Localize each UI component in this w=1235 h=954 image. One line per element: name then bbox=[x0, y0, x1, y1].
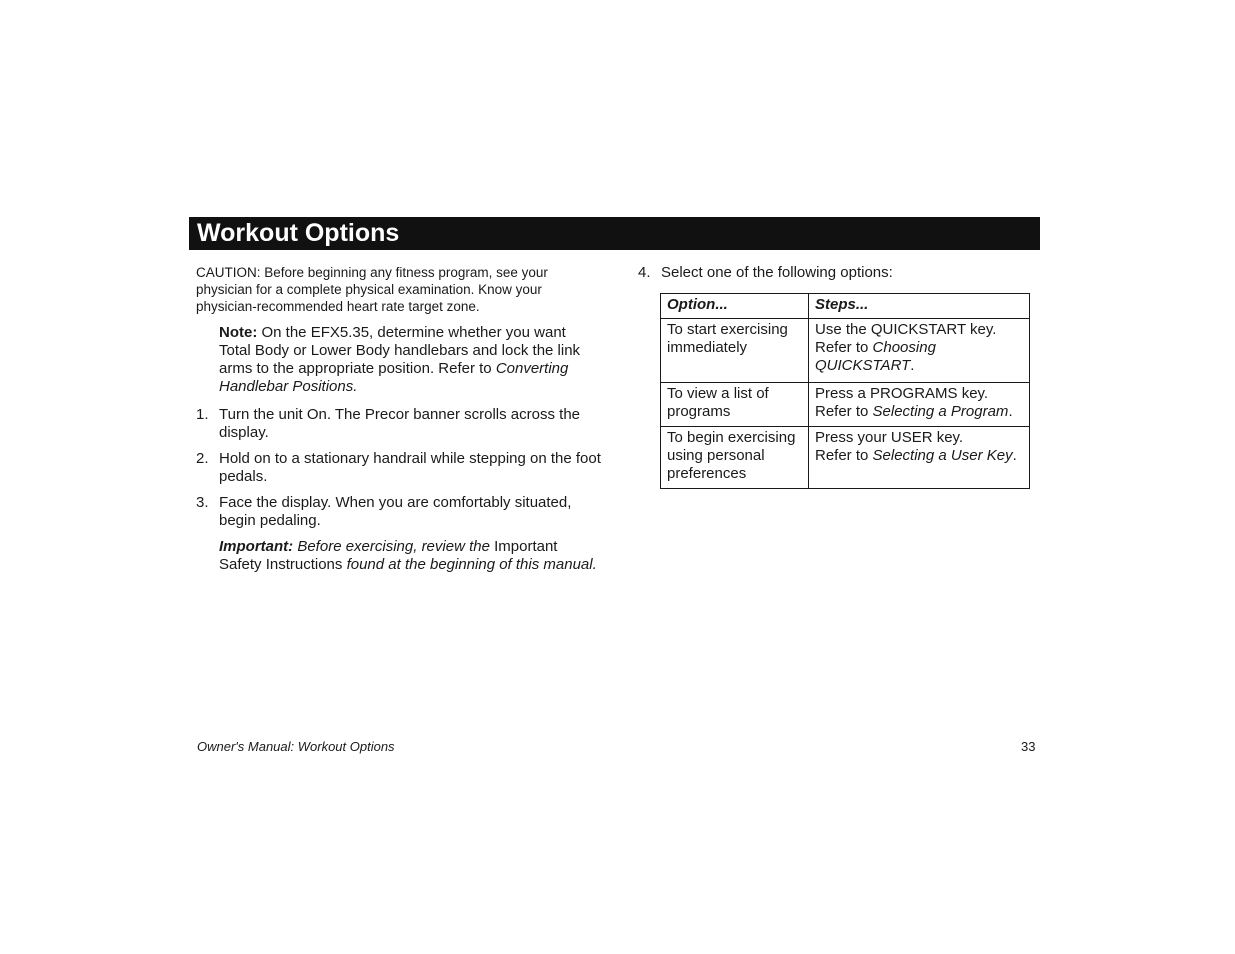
step-text: Select one of the following options: bbox=[661, 264, 893, 281]
table-row bbox=[661, 427, 1030, 489]
step-text: Face the display. When you are comfortably situated, begin pedaling. bbox=[219, 494, 572, 529]
footer-title: Owner's Manual: Workout Options bbox=[197, 739, 395, 754]
page-number: 33 bbox=[1021, 739, 1036, 754]
step-number: 2. bbox=[196, 450, 209, 467]
important-text-2: found at the beginning of this manual. bbox=[342, 556, 597, 573]
option-cell: To view a list of programs bbox=[661, 383, 809, 427]
column-header-steps: Steps... bbox=[809, 294, 1030, 319]
step-text: Hold on to a stationary handrail while stepping on the foot pedals. bbox=[219, 450, 601, 485]
refer-end: . bbox=[1012, 447, 1017, 464]
table-row bbox=[661, 319, 1030, 383]
step-number: 4. bbox=[638, 264, 651, 281]
caution-text: CAUTION: Before beginning any fitness program, see your physician for a complete physical examination. Know your physician-recommended heart rate target zone. bbox=[196, 265, 548, 314]
steps-cell bbox=[809, 319, 1030, 383]
option-cell: To begin exercising using personal preferences bbox=[661, 427, 809, 489]
refer-label: Refer to bbox=[815, 447, 873, 464]
list-item bbox=[638, 264, 1030, 282]
important-text-1: Before exercising, review the bbox=[293, 538, 495, 555]
step-number: 1. bbox=[196, 406, 209, 423]
refer-end: . bbox=[1008, 403, 1013, 420]
note-ref: Converting Handlebar Positions. bbox=[219, 360, 569, 395]
list-item bbox=[196, 450, 601, 485]
list-item bbox=[196, 406, 601, 441]
note-text: On the EFX5.35, determine whether you want Total Body or Lower Body handlebars and lock the link arms to the appropriate position. Refer to bbox=[219, 324, 581, 377]
refer-link: Selecting a Program bbox=[872, 403, 1009, 420]
list-item bbox=[196, 494, 601, 529]
refer-label: Refer to bbox=[815, 403, 873, 420]
steps-cell bbox=[809, 383, 1030, 427]
option-cell: To start exercising immediately bbox=[661, 319, 809, 383]
step-number: 3. bbox=[196, 494, 209, 511]
step-action: Use the QUICKSTART key. bbox=[815, 321, 997, 338]
right-column bbox=[638, 264, 1030, 282]
refer-label: Refer to bbox=[815, 339, 873, 356]
options-table bbox=[660, 293, 1030, 489]
step-text: Turn the unit On. The Precor banner scrolls across the display. bbox=[219, 406, 581, 441]
steps-list bbox=[196, 406, 601, 529]
steps-cell bbox=[809, 427, 1030, 489]
important-label: Important: bbox=[219, 538, 294, 555]
page-title: Workout Options bbox=[189, 217, 1040, 250]
important-ref: Important Safety Instructions bbox=[219, 538, 558, 573]
important-paragraph bbox=[219, 538, 601, 574]
refer-link: Selecting a User Key bbox=[872, 447, 1013, 464]
refer-end: . bbox=[910, 357, 915, 374]
note-paragraph bbox=[219, 324, 601, 396]
table-row bbox=[661, 383, 1030, 427]
left-column bbox=[196, 264, 601, 574]
note-label: Note: bbox=[219, 324, 258, 341]
refer-link: Choosing QUICKSTART bbox=[815, 339, 936, 374]
step-action: Press your USER key. bbox=[815, 429, 964, 446]
column-header-option: Option... bbox=[661, 294, 809, 319]
step-action: Press a PROGRAMS key. bbox=[815, 385, 989, 402]
table-header-row bbox=[661, 294, 1030, 319]
